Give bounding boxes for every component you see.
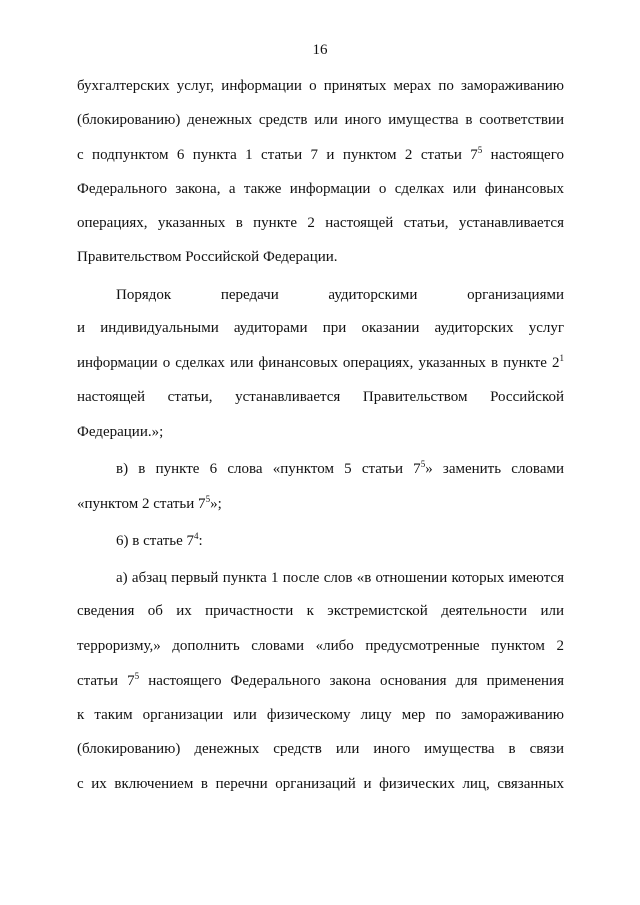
text-line: [116, 568, 564, 588]
text-run: бухгалтерских услуг, информации о принятых мерах по замораживанию: [77, 78, 564, 94]
text-run: (блокированию) денежных средств или иного имущества в соответствии: [77, 112, 564, 128]
text-run: Правительством Российской Федерации.: [77, 249, 338, 265]
text-run: терроризму,» дополнить словами «либо предусмотренные пунктом 2: [77, 638, 564, 654]
text-line: [77, 318, 564, 338]
text-run: и индивидуальными аудиторами при оказании аудиторских услуг: [77, 320, 564, 336]
superscript: 5: [205, 494, 211, 505]
text-line: [116, 531, 564, 551]
text-run: »;: [210, 496, 222, 512]
text-run: настоящего Федерального закона основания для применения: [139, 673, 564, 689]
text-line: [77, 422, 564, 442]
superscript: 5: [477, 145, 483, 156]
text-line: [77, 601, 564, 621]
text-run: с подпунктом 6 пункта 1 статьи 7 и пунктом 2 статьи 7: [77, 147, 478, 163]
page-number: 16: [312, 42, 328, 58]
superscript: 1: [559, 353, 564, 364]
text-run: сведения об их причастности к экстремистской деятельности или: [77, 603, 564, 619]
superscript: 4: [194, 531, 199, 542]
text-line: [77, 247, 564, 267]
text-line: [77, 387, 564, 407]
text-line: [116, 285, 564, 305]
text-run: (блокированию) денежных средств или иного имущества в связи: [77, 741, 564, 757]
text-line: [77, 353, 564, 373]
text-run: :: [198, 533, 203, 549]
text-line: [77, 145, 564, 165]
text-line: [77, 705, 564, 725]
text-run: 6) в статье 7: [116, 533, 195, 549]
text-run: в) в пункте 6 слова «пунктом 5 статьи 7: [116, 461, 421, 477]
text-run: а) абзац первый пункта 1 после слов «в отношении которых имеются: [116, 570, 564, 586]
text-line: [77, 494, 564, 514]
text-line: [77, 739, 564, 759]
text-run: к таким организации или физическому лицу мер по замораживанию: [77, 707, 564, 723]
text-run: Федерального закона, а также информации о сделках или финансовых: [77, 181, 564, 197]
text-run: настоящей статьи, устанавливается Правительством Российской: [77, 389, 564, 405]
text-line: [77, 110, 564, 130]
text-run: настоящего: [482, 147, 564, 163]
text-line: [77, 179, 564, 199]
text-run: с их включением в перечни организаций и физических лиц, связанных: [77, 776, 564, 792]
text-line: [77, 76, 564, 96]
text-line: [116, 459, 564, 479]
text-run: статьи 7: [77, 673, 135, 689]
text-run: «пунктом 2 статьи 7: [77, 496, 206, 512]
text-run: операциях, указанных в пункте 2 настоящей статьи, устанавливается: [77, 215, 564, 231]
text-run: Порядок передачи аудиторскими организациями: [116, 287, 564, 303]
text-run: Федерации.»;: [77, 424, 164, 440]
text-line: [77, 774, 564, 794]
text-line: [77, 671, 564, 691]
text-run: » заменить словами: [425, 461, 564, 477]
text-run: информации о сделках или финансовых операциях, указанных в пункте 2: [77, 355, 560, 371]
text-line: [77, 636, 564, 656]
text-line: [77, 213, 564, 233]
superscript: 5: [134, 671, 140, 682]
superscript: 5: [420, 459, 426, 470]
